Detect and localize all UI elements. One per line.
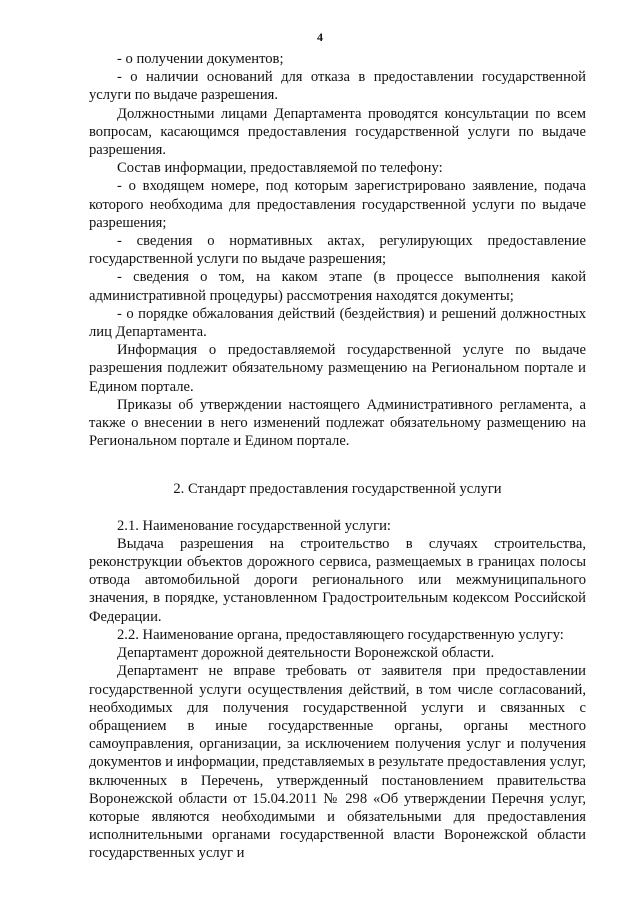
paragraph-department-restrictions: Департамент не вправе требовать от заявителя при предоставлении государственной услуги осуществления действий, в том числе согласований, необходимых для получения государственной услуги и связанных с обращением в иные государственные органы, органы местного самоуправления, организации, за исключением получения услуг и получения документов и информации, представляемых в результате предоставления услуг, включенных в Перечень, утвержденный постановлением правительства Воронежской области от 15.04.2011 № 298 «Об утверждении Перечня услуг, которые являются необходимыми и обязательными для предоставления исполнительными органами государственной власти Воронежской области государственных услуг и	[89, 663, 586, 862]
paragraph-service-name: Выдача разрешения на строительство в случаях строительства, реконструкции объектов дорожного сервиса, размещаемых в границах полосы отвода автомобильной дороги регионального или межмуниципального значения, в порядке, установленном Градостроительным кодексом Российской Федерации.	[89, 535, 586, 625]
paragraph-service-name-title: 2.1. Наименование государственной услуги:	[117, 517, 391, 534]
document-body	[89, 50, 586, 863]
paragraph-refusal-grounds: - о наличии оснований для отказа в предоставлении государственной услуги по выдаче разрешения.	[89, 69, 586, 104]
paragraph-portal-placement: Информация о предоставляемой государственной услуге по выдаче разрешения подлежит обязательному размещению на Региональном портале и Едином портале.	[89, 342, 586, 395]
section-heading: 2. Стандарт предоставления государственной услуги	[173, 481, 502, 498]
paragraph-processing-stage: - сведения о том, на каком этапе (в процессе выполнения какой административной процедуры) рассмотрения находятся документы;	[89, 269, 586, 304]
paragraph-authority-name: Департамент дорожной деятельности Воронежской области.	[117, 645, 495, 662]
paragraph-phone-info-intro: Состав информации, предоставляемой по телефону:	[117, 160, 443, 177]
paragraph-receiving-documents: - о получении документов;	[117, 51, 284, 67]
paragraph-incoming-number: - о входящем номере, под которым зарегистрировано заявление, подача которого необходима для предоставления государственной услуги по выдаче разрешения;	[89, 178, 586, 231]
section-spacer	[89, 450, 586, 480]
paragraph-appeal-procedure: - о порядке обжалования действий (бездействия) и решений должностных лиц Департамента.	[89, 305, 586, 341]
paragraph-normative-acts: - сведения о нормативных актах, регулирующих предоставление государственной услуги по выдаче разрешения;	[89, 233, 586, 268]
page-number: 4	[317, 30, 323, 44]
paragraph-orders-placement: Приказы об утверждении настоящего Административного регламента, а также о внесении в него изменений подлежат обязательному размещению на Региональном портале и Едином портале.	[89, 396, 586, 450]
heading-spacer	[89, 499, 586, 517]
paragraph-authority-title: 2.2. Наименование органа, предоставляющего государственную услугу:	[117, 626, 564, 643]
paragraph-consultations: Должностными лицами Департамента проводятся консультации по всем вопросам, касающимся предоставления государственной услуги по выдаче разрешения.	[89, 105, 586, 159]
